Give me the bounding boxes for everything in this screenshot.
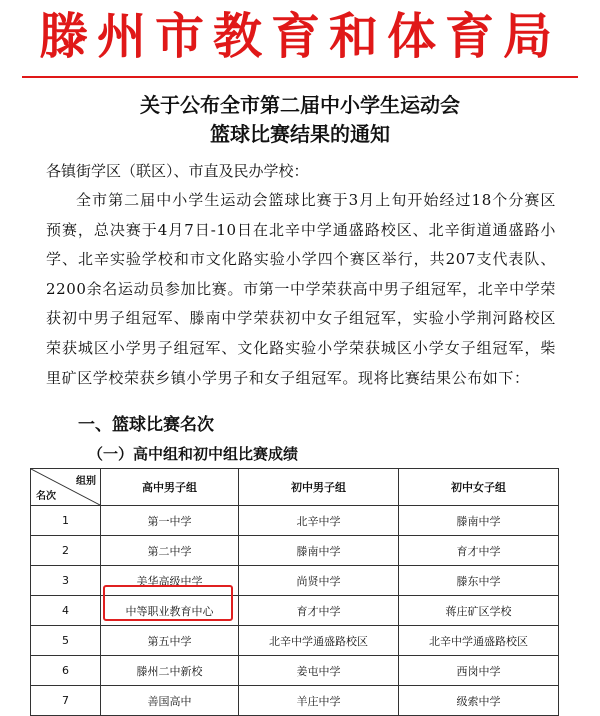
masthead: 滕州市教育和体育局: [38, 8, 561, 65]
high-male-cell: 善国高中: [101, 686, 239, 716]
notice-title-line2: 篮球比赛结果的通知: [210, 122, 390, 146]
high-male-cell: 第五中学: [101, 626, 239, 656]
junior-female-cell: 北辛中学通盛路校区: [399, 626, 559, 656]
section-heading-1: 一、篮球比赛名次: [78, 415, 214, 435]
junior-male-cell: 羊庄中学: [239, 686, 399, 716]
salutation: 各镇街学区（联区）、市直及民办学校：: [46, 162, 309, 180]
junior-male-cell: 北辛中学通盛路校区: [239, 626, 399, 656]
junior-female-cell: 蒋庄矿区学校: [399, 596, 559, 626]
notice-title-line1: 关于公布全市第二届中小学生运动会: [140, 93, 460, 117]
high-male-cell: 中等职业教育中心: [101, 596, 239, 626]
table-row: [31, 506, 559, 536]
high-male-cell: 滕州二中新校: [101, 656, 239, 686]
junior-male-cell: 滕南中学: [239, 536, 399, 566]
body-paragraph: 全市第二届中小学生运动会篮球比赛于3月上旬开始经过18个分赛区预赛，总决赛于4月7日-10日在北辛中学通盛路校区、北辛街道通盛路小学、北辛实验学校和市文化路实验小学四个赛区举行，共207支代表队、2200余名运动员参加比赛。市第一中学荣获高中男子组冠军，北辛中学荣获初中男子组冠军、滕南中学荣获初中女子组冠军，实验小学荆河路校区荣获城区小学男子组冠军、文化路实验小学荣获城区小学女子组冠军，柴里矿区学校荣获乡镇小学男子和女子组冠军。现将比赛结果公布如下：: [46, 191, 556, 387]
rank-cell: 1: [31, 506, 101, 536]
highlight-annotation-box: [103, 585, 233, 621]
header-high-male: 高中男子组: [101, 469, 239, 506]
high-male-cell: 第二中学: [101, 536, 239, 566]
table-header-row: [31, 469, 559, 506]
high-male-cell: 美华高级中学: [101, 566, 239, 596]
rank-cell: 2: [31, 536, 101, 566]
corner-label-rank: 名次: [36, 491, 56, 502]
high-male-cell: 第一中学: [101, 506, 239, 536]
section-heading-2: （一）高中组和初中组比赛成绩: [88, 445, 299, 463]
junior-female-cell: 滕南中学: [399, 506, 559, 536]
junior-male-cell: 姜屯中学: [239, 656, 399, 686]
table-row: [31, 656, 559, 686]
header-junior-male: 初中男子组: [239, 469, 399, 506]
header-junior-female: 初中女子组: [399, 469, 559, 506]
junior-female-cell: 级索中学: [399, 686, 559, 716]
rank-cell: 5: [31, 626, 101, 656]
rank-cell: 3: [31, 566, 101, 596]
junior-female-cell: 滕东中学: [399, 566, 559, 596]
rank-cell: 4: [31, 596, 101, 626]
junior-male-cell: 北辛中学: [239, 506, 399, 536]
junior-male-cell: 育才中学: [239, 596, 399, 626]
rank-cell: 7: [31, 686, 101, 716]
table-row: [31, 686, 559, 716]
junior-female-cell: 西岗中学: [399, 656, 559, 686]
corner-label-group: 组别: [76, 476, 96, 487]
junior-female-cell: 育才中学: [399, 536, 559, 566]
table-row: [31, 536, 559, 566]
junior-male-cell: 尚贤中学: [239, 566, 399, 596]
rank-cell: 6: [31, 656, 101, 686]
corner-header-cell: [31, 469, 101, 506]
table-row: [31, 626, 559, 656]
masthead-rule: [22, 76, 578, 78]
